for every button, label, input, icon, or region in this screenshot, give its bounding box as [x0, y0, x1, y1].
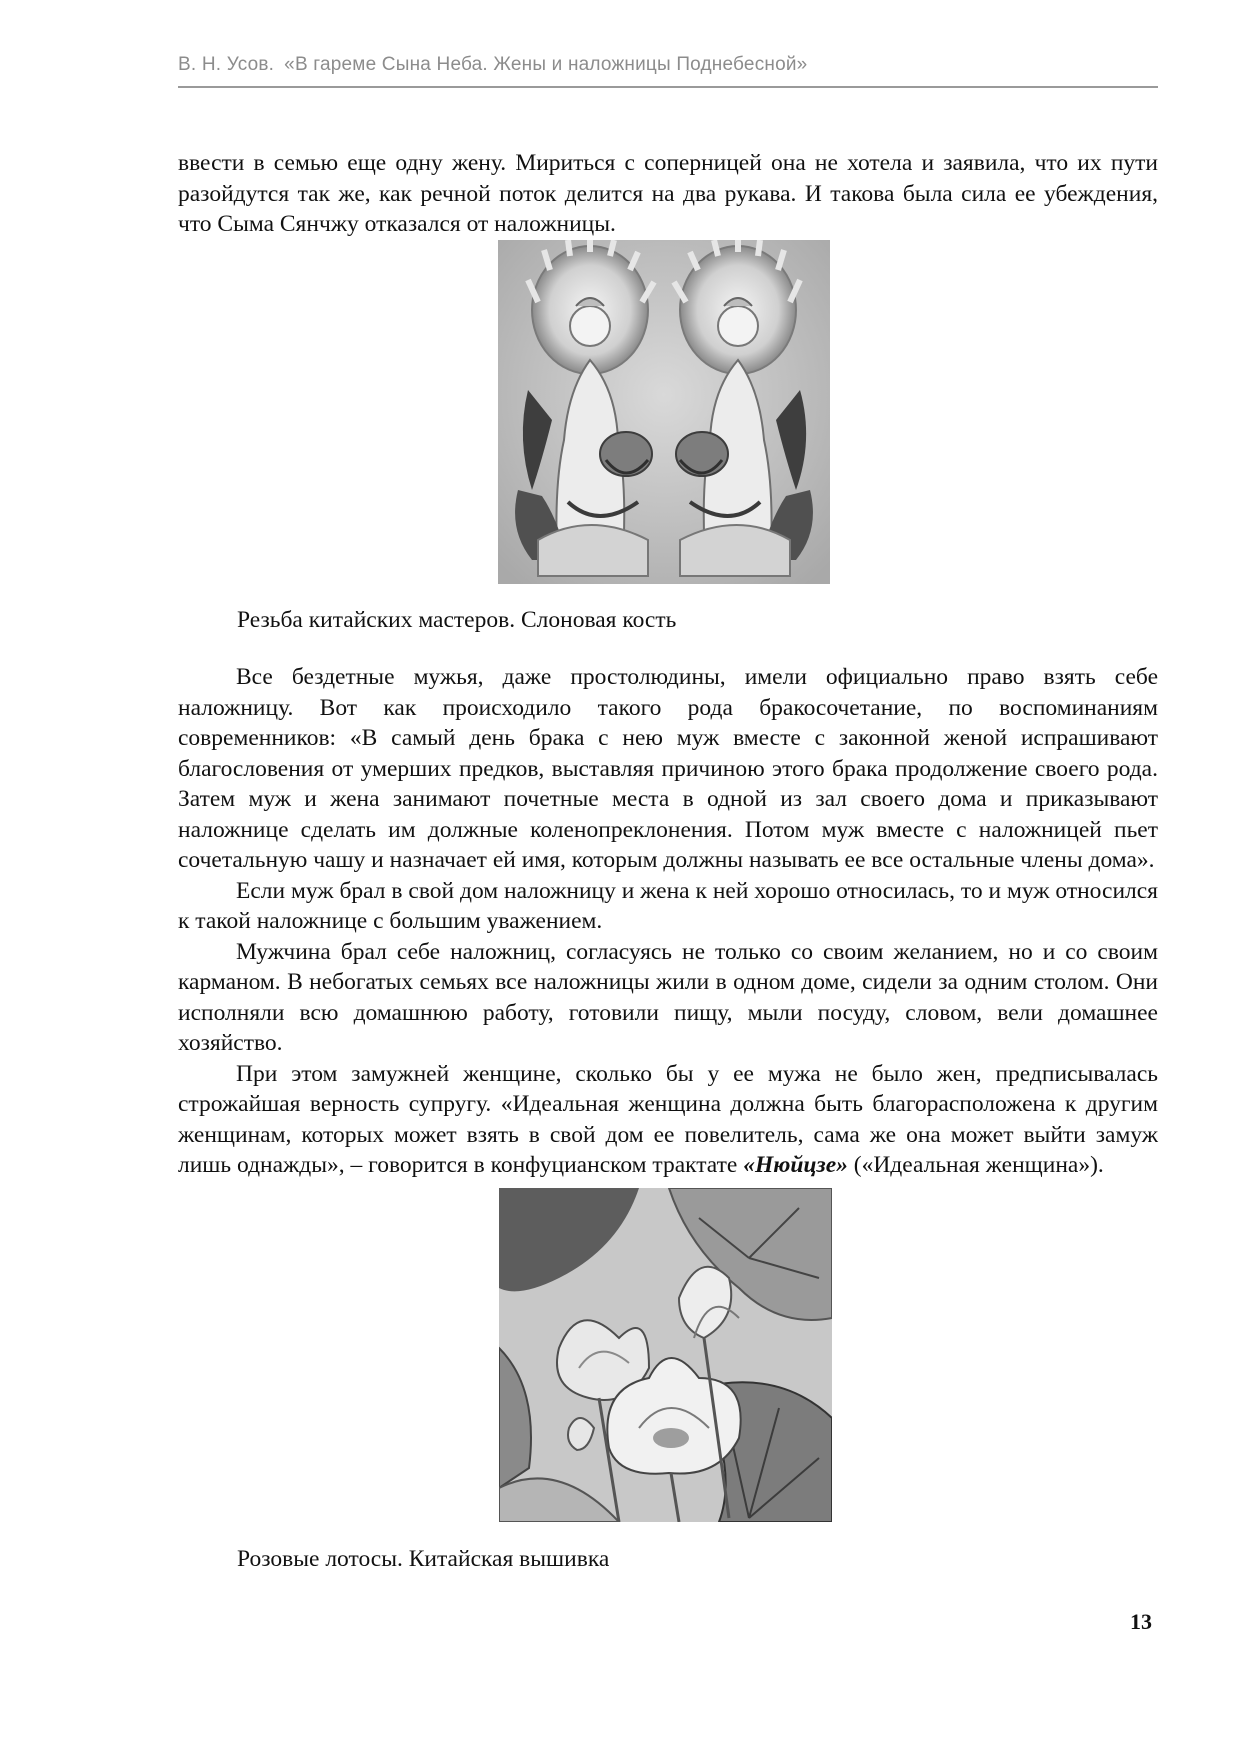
page-number: 13: [1130, 1609, 1152, 1634]
paragraph: [178, 1059, 1158, 1181]
paragraph: Все бездетные мужья, даже простолюдины, имели официально право взять себе наложницу. Вот как происходило такого рода бракосочетание, по воспоминаниям современников: «В самый день брака с нею муж вместе с законной женой испрашивают благословения от умерших предков, выставляя причиною этого брака продолжение своего рода. Затем муж и жена занимают почетные места в одной из зал своего дома и приказывают наложнице сделать им должные коленопреклонения. Потом муж вместе с наложницей пьет сочетальную чашу и назначает ей имя, которым должны называть ее все остальные члены дома».: [178, 664, 1158, 873]
lotus-flower-icon: [499, 1188, 832, 1522]
header-title: «В гареме Сына Неба. Жены и наложницы Поднебесной»: [284, 54, 808, 75]
text-line: ввести в семью еще одну жену. Мириться с соперницей она не хотела и заявила, что их пути: [178, 150, 1158, 176]
text-line: что Сыма Сянчжу отказался от наложницы.: [178, 211, 616, 237]
header-author: В. Н. Усов.: [178, 54, 275, 75]
figure1-caption: Резьба китайских мастеров. Слоновая кость: [237, 607, 677, 633]
running-header: [178, 54, 1158, 76]
text-line: разойдутся так же, как речной поток делится на два рукава. И такова была сила ее убеждения,: [178, 180, 1158, 207]
top-paragraph: [178, 148, 1158, 240]
ivory-statues-icon: [498, 240, 830, 584]
treatise-title: «Нюйцзе»: [743, 1152, 848, 1178]
header-rule: [178, 86, 1158, 88]
paragraph: Мужчина брал себе наложниц, согласуясь не только со своим желанием, но и со своим карманом. В небогатых семьях все наложницы жили в одном доме, сидели за одним столом. Они исполняли всю домашнюю работу, готовили пищу, мыли посуду, словом, вели домашнее хозяйство.: [178, 938, 1158, 1056]
lotus-embroidery-image: [499, 1188, 832, 1522]
body-text: [178, 662, 1158, 1181]
paragraph-text: При этом замужней женщине, сколько бы у ее мужа не было жен, предписывалась строжайшая верность супругу. «Идеальная женщина должна быть благорасположена к другим женщинам, которых может взять в свой дом ее повелитель, сама же она может выйти замуж лишь однажды», – говорится в конфуцианском трактате: [178, 1060, 1158, 1178]
paragraph: Если муж брал в свой дом наложницу и жена к ней хорошо относилась, то и муж относился к такой наложнице с большим уважением.: [178, 877, 1158, 934]
paragraph-text: («Идеальная женщина»).: [847, 1152, 1104, 1178]
ivory-statues-image: [498, 240, 830, 584]
figure2-caption: Розовые лотосы. Китайская вышивка: [237, 1546, 610, 1572]
